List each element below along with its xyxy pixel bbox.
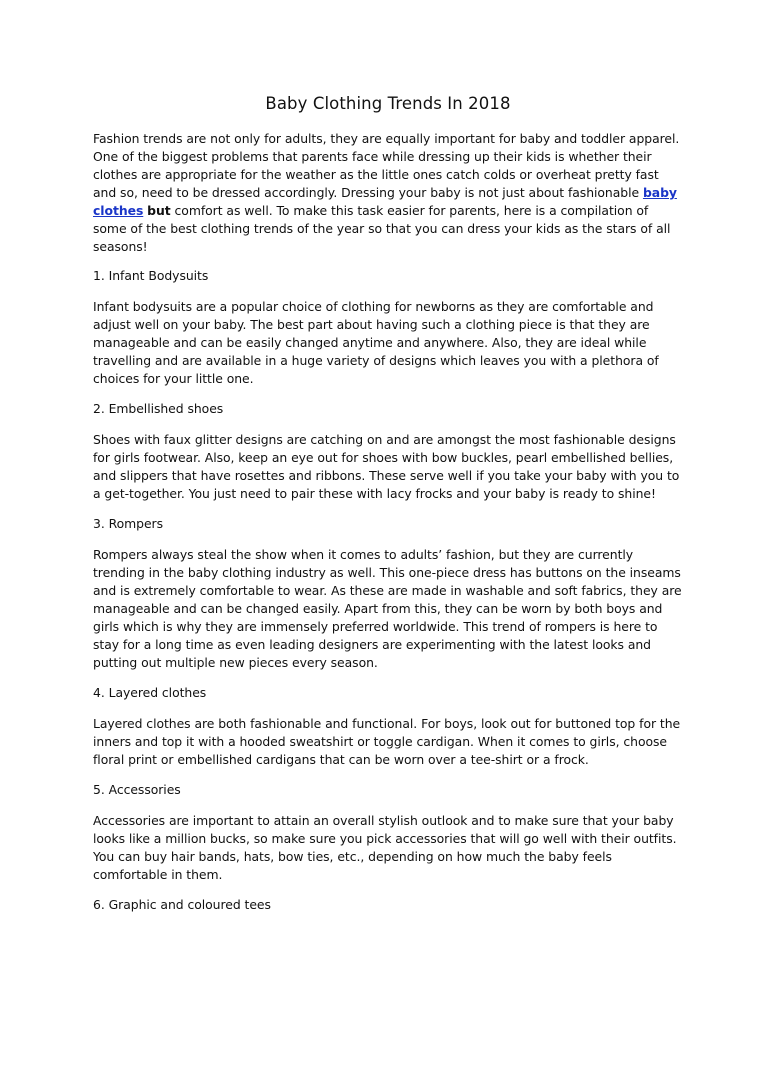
section-body-infant-bodysuits: Infant bodysuits are a popular choice of clothing for newborns as they are comfortable and adjust well on your baby. The best part about having such a clothing piece is that they are manageable and can be easily changed anytime and anywhere. Also, they are ideal while travelling and are available in a huge variety of designs which leaves you with a plethora of choices for your little one.	[93, 299, 659, 386]
document-page	[93, 92, 683, 927]
section-heading-accessories: 5. Accessories	[93, 782, 181, 797]
section-heading-rompers: 3. Rompers	[93, 516, 164, 531]
section-heading-layered-clothes: 4. Layered clothes	[93, 685, 207, 700]
section-heading-graphic-tees: 6. Graphic and coloured tees	[93, 897, 271, 912]
section-body-layered-clothes: Layered clothes are both fashionable and functional. For boys, look out for buttoned top for the inners and top it with a hooded sweatshirt or toggle cardigan. When it comes to girls, choose floral print or embellished cardigans that can be worn over a tee-shirt or a frock.	[93, 716, 681, 767]
section-body-accessories: Accessories are important to attain an overall stylish outlook and to make sure that your baby looks like a million bucks, so make sure you pick accessories that will go well with their outfits. You can buy hair bands, hats, bow ties, etc., depending on how much the baby feels comfortable in them.	[93, 813, 677, 882]
section-body-embellished-shoes: Shoes with faux glitter designs are catching on and are amongst the most fashionable designs for girls footwear. Also, keep an eye out for shoes with bow buckles, pearl embellished bellies, and slippers that have rosettes and ribbons. These serve well if you take your baby with you to a get-together. You just need to pair these with lacy frocks and your baby is ready to shine!	[93, 432, 680, 501]
page-title: Baby Clothing Trends In 2018	[265, 94, 511, 113]
baby-clothes-link[interactable]: baby clothes	[93, 185, 677, 218]
intro-bold-text: but	[147, 203, 171, 218]
intro-text-before-link: Fashion trends are not only for adults, they are equally important for baby and toddler apparel. One of the biggest problems that parents face while dressing up their kids is whether their clothes are appropriate for the weather as the little ones catch colds or overheat pretty fast and so, need to be dressed accordingly. Dressing your baby is not just about fashionable	[93, 131, 680, 200]
section-body-rompers: Rompers always steal the show when it comes to adults’ fashion, but they are currently trending in the baby clothing industry as well. This one-piece dress has buttons on the inseams and is extremely comfortable to wear. As these are made in washable and soft fabrics, they are manageable and can be changed easily. Apart from this, they can be worn by both boys and girls which is why they are immensely preferred worldwide. This trend of rompers is here to stay for a long time as even leading designers are experimenting with the latest looks and putting out multiple new pieces every season.	[93, 547, 682, 670]
section-heading-infant-bodysuits: 1. Infant Bodysuits	[93, 268, 209, 283]
section-heading-embellished-shoes: 2. Embellished shoes	[93, 401, 224, 416]
intro-text-after-link: comfort as well. To make this task easier for parents, here is a compilation of some of the best clothing trends of the year so that you can dress your kids as the stars of all seasons!	[93, 203, 671, 254]
intro-paragraph	[93, 130, 683, 256]
